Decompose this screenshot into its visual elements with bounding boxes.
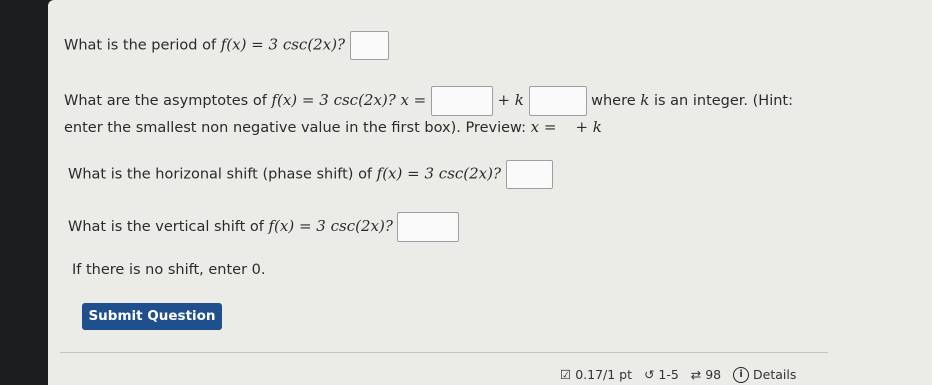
question-asymptotes-text: What are the asymptotes of: [64, 93, 267, 109]
function-expression: f(x) = 3 csc(2x)?: [268, 217, 393, 235]
vertical-shift-answer-box[interactable]: [397, 212, 459, 242]
score-text: 0.17/1 pt: [575, 367, 633, 382]
submit-question-button[interactable]: Submit Question: [82, 303, 222, 330]
hint-line-text: enter the smallest non negative value in the first box). Preview:: [64, 120, 526, 136]
k-variable: k: [640, 91, 650, 109]
checkbox-icon: ☑: [560, 367, 572, 382]
phase-shift-answer-box[interactable]: [506, 160, 553, 189]
no-shift-note: If there is no shift, enter 0.: [72, 262, 266, 278]
hint-text-start: where: [591, 93, 636, 109]
question-vertical-shift: [68, 212, 459, 242]
question-asymptotes: [64, 86, 793, 116]
undo-icon: ↺: [643, 367, 655, 382]
question-period: [64, 31, 389, 60]
plus-k-label: + k: [497, 91, 524, 109]
question-footer: [560, 366, 796, 383]
details-link[interactable]: Details: [753, 367, 797, 382]
function-expression: f(x) = 3 csc(2x)?: [376, 164, 502, 183]
preview-expression: x = + k: [530, 118, 602, 136]
question-phase-shift: [68, 160, 553, 189]
function-expression: f(x) = 3 csc(2x)?: [271, 91, 396, 109]
period-answer-box[interactable]: [350, 31, 389, 60]
asymptote-hint-line: [64, 118, 602, 136]
question-vertical-shift-text: What is the vertical shift of: [68, 219, 264, 235]
question-phase-shift-text: What is the horizonal shift (phase shift) of: [68, 166, 373, 183]
divider: [60, 352, 828, 353]
question-period-text: What is the period of: [64, 37, 217, 54]
asymptote-base-box[interactable]: [431, 86, 493, 116]
function-expression: f(x) = 3 csc(2x)?: [220, 35, 346, 54]
x-equals-label: x =: [400, 91, 427, 109]
retries-text: 98: [705, 367, 722, 382]
attempts-text: 1-5: [658, 367, 679, 382]
info-icon[interactable]: i: [733, 367, 749, 383]
retry-icon: ⇄: [690, 367, 702, 382]
hint-text: is an integer. (Hint:: [653, 93, 793, 109]
asymptote-period-box[interactable]: [529, 86, 587, 116]
